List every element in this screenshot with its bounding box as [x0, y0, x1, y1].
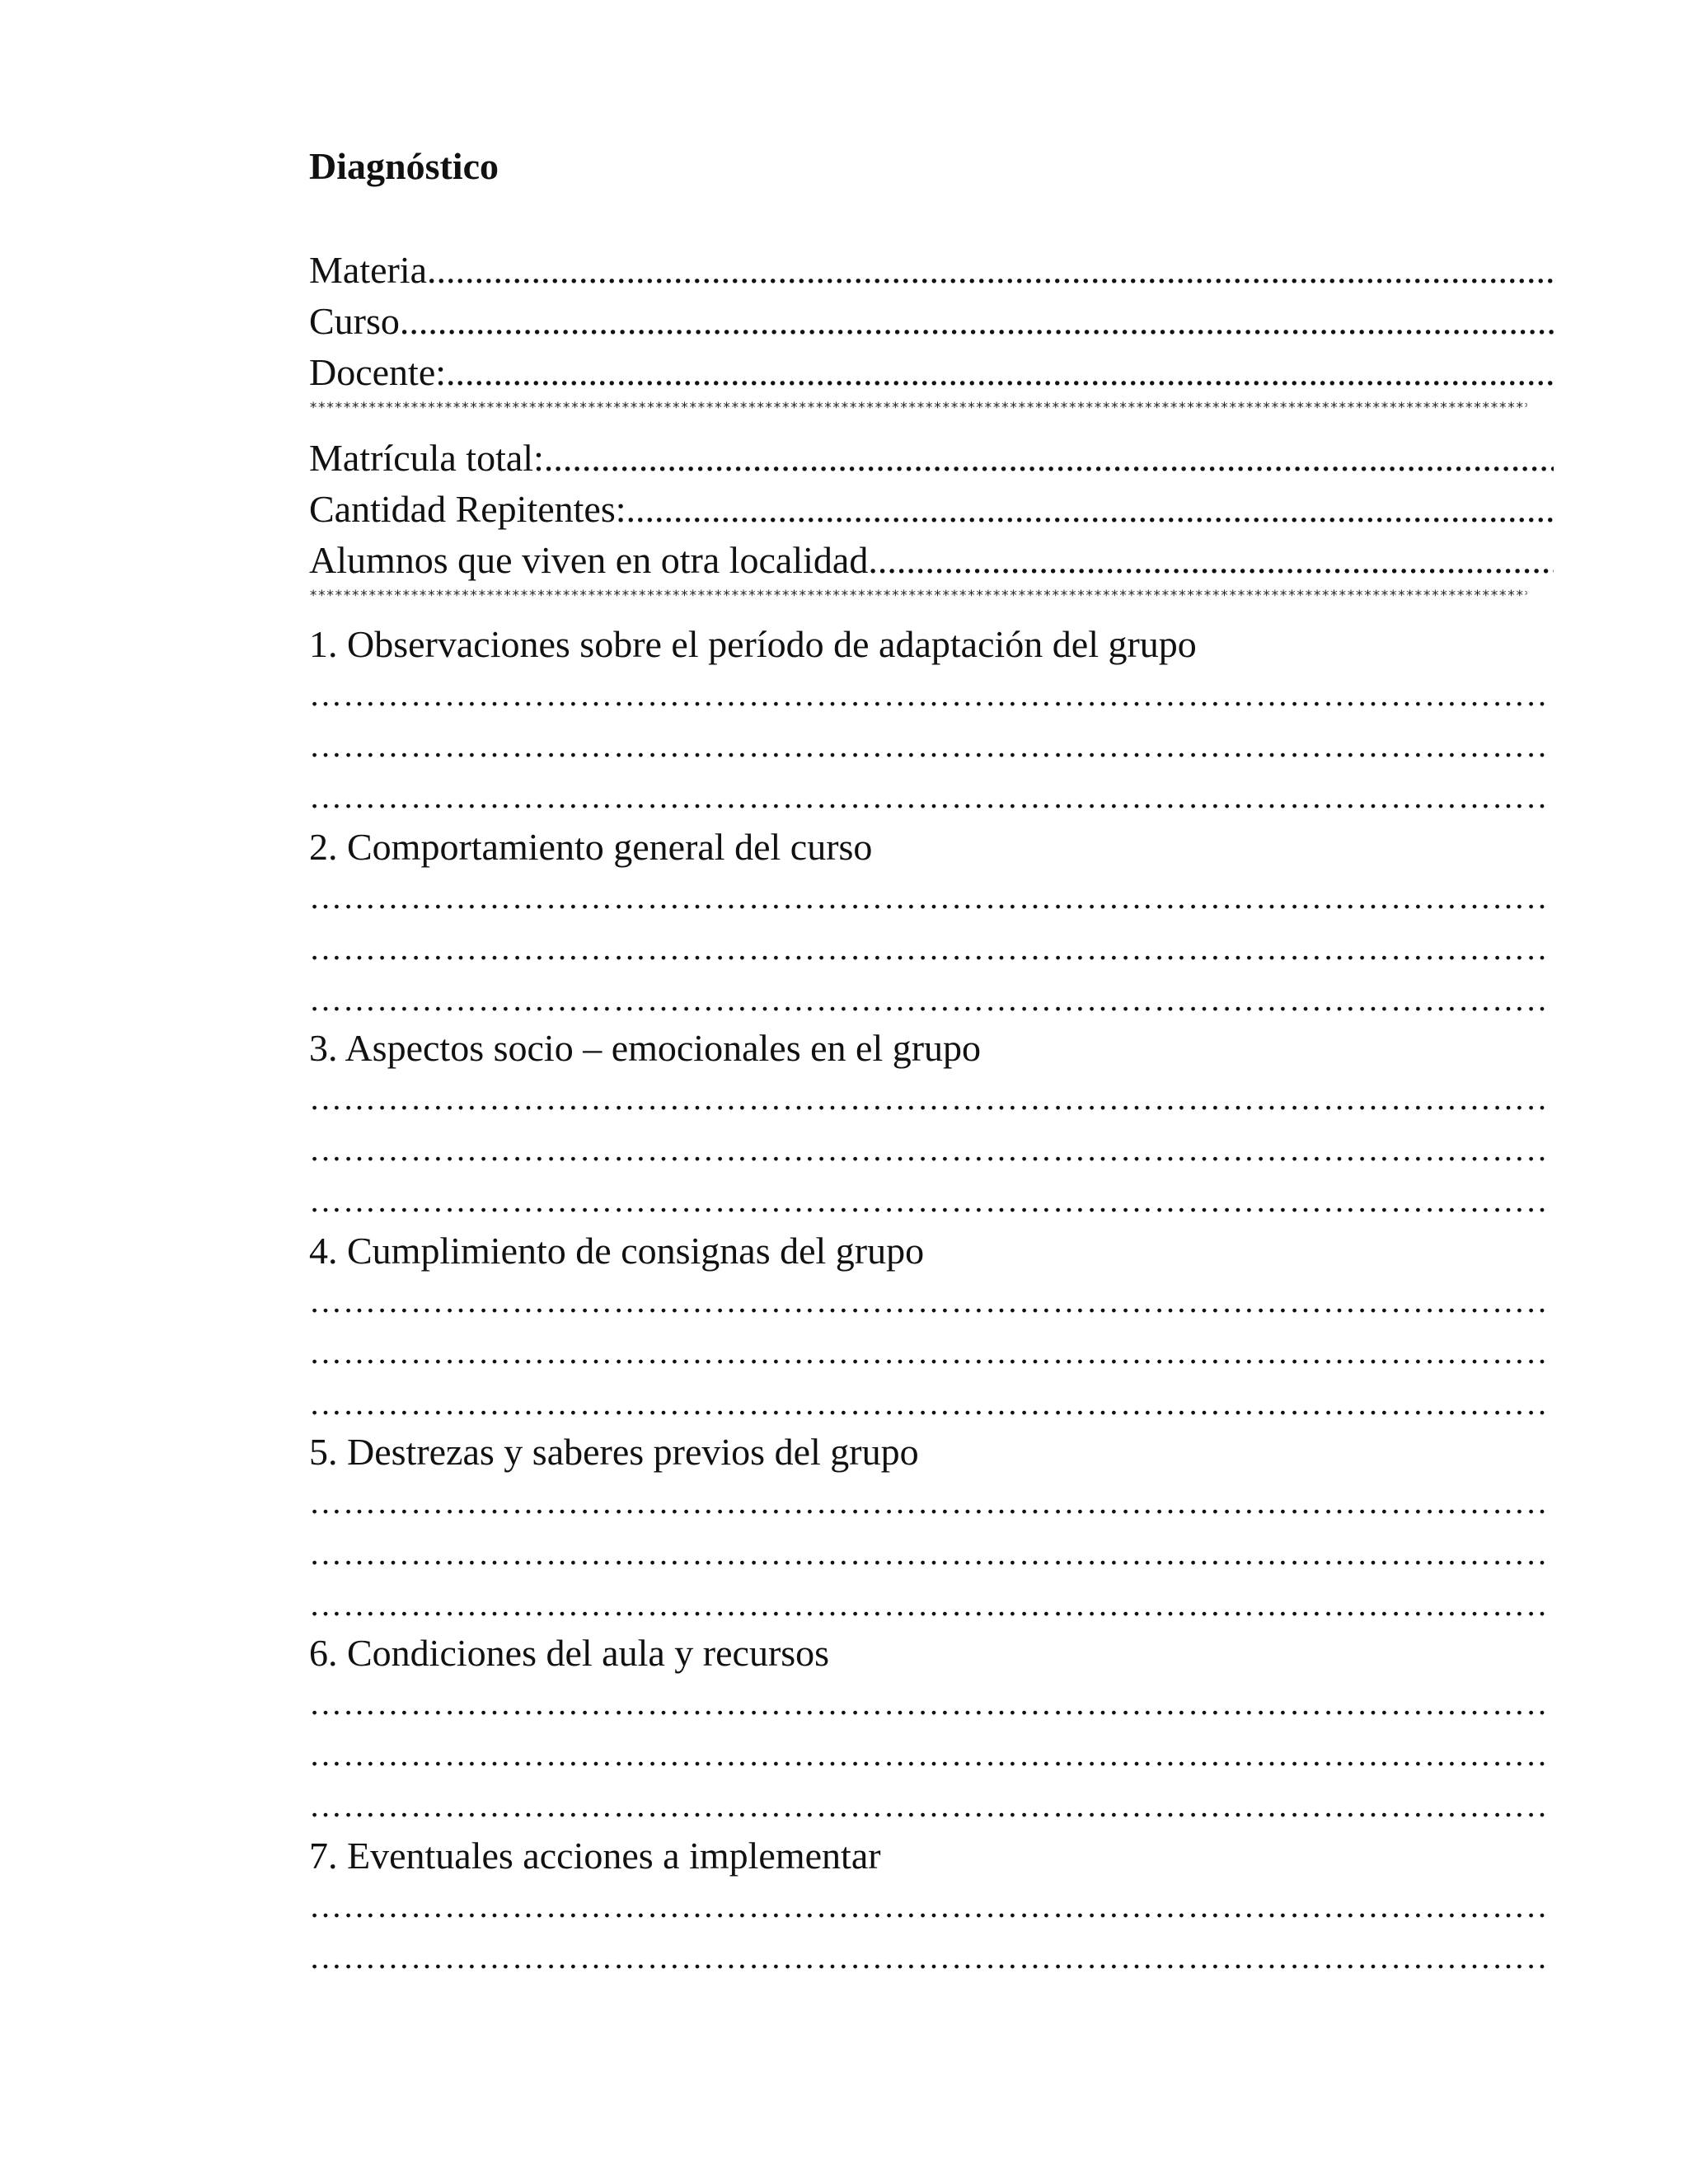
answer-line[interactable]: [309, 674, 1550, 715]
document-title: Diagnóstico: [309, 145, 499, 187]
answer-line[interactable]: [309, 1886, 1550, 1927]
document-page: [309, 0, 1554, 2184]
field-docente[interactable]: [309, 348, 1554, 397]
separator-stars: [309, 397, 1527, 419]
section-title: 6. Condiciones del aula y recursos: [309, 1632, 830, 1674]
answer-line[interactable]: [309, 725, 1550, 766]
answer-line[interactable]: [309, 877, 1550, 918]
section-title: 5. Destrezas y saberes previos del grupo: [309, 1431, 919, 1473]
answer-line[interactable]: [309, 776, 1550, 818]
section-title: 7. Eventuales acciones a implementar: [309, 1835, 881, 1877]
field-label: Matrícula total:: [309, 437, 544, 479]
dotted-fill: [626, 485, 1554, 534]
field-label: Docente:: [309, 351, 447, 393]
dotted-fill: [544, 434, 1554, 483]
answer-line[interactable]: [309, 1785, 1550, 1826]
answer-line[interactable]: [309, 1078, 1550, 1119]
section-title: 1. Observaciones sobre el período de adaptación del grupo: [309, 623, 1197, 665]
dotted-fill: [400, 297, 1554, 346]
answer-line[interactable]: [309, 1129, 1550, 1170]
answer-line[interactable]: [309, 1482, 1550, 1523]
answer-line[interactable]: [309, 1734, 1550, 1775]
dotted-fill: [427, 246, 1554, 295]
field-label: Cantidad Repitentes:: [309, 488, 626, 530]
answer-line[interactable]: [309, 1584, 1550, 1625]
field-label: Materia: [309, 249, 428, 291]
section-title: 4. Cumplimiento de consignas del grupo: [309, 1230, 925, 1272]
answer-line[interactable]: [309, 1533, 1550, 1574]
answer-line[interactable]: [309, 979, 1550, 1020]
dotted-fill: [868, 536, 1554, 585]
field-materia[interactable]: [309, 246, 1554, 295]
field-label: Alumnos que viven en otra localidad: [309, 539, 869, 581]
answer-line[interactable]: [309, 1683, 1550, 1724]
answer-line[interactable]: [309, 928, 1550, 969]
answer-line[interactable]: [309, 1383, 1550, 1424]
field-matricula-total[interactable]: [309, 434, 1554, 483]
dotted-fill: [446, 348, 1554, 397]
section-title: 2. Comportamiento general del curso: [309, 826, 873, 868]
separator-stars: [309, 585, 1527, 607]
section-title: 3. Aspectos socio – emocionales en el grupo: [309, 1027, 982, 1069]
field-alumnos-otra-localidad[interactable]: [309, 536, 1554, 585]
answer-line[interactable]: [309, 1180, 1550, 1221]
answer-line[interactable]: [309, 1937, 1550, 1978]
field-label: Curso: [309, 300, 400, 342]
answer-line[interactable]: [309, 1281, 1550, 1322]
answer-line[interactable]: [309, 1332, 1550, 1373]
field-curso[interactable]: [309, 297, 1554, 346]
field-cantidad-repitentes[interactable]: [309, 485, 1554, 534]
